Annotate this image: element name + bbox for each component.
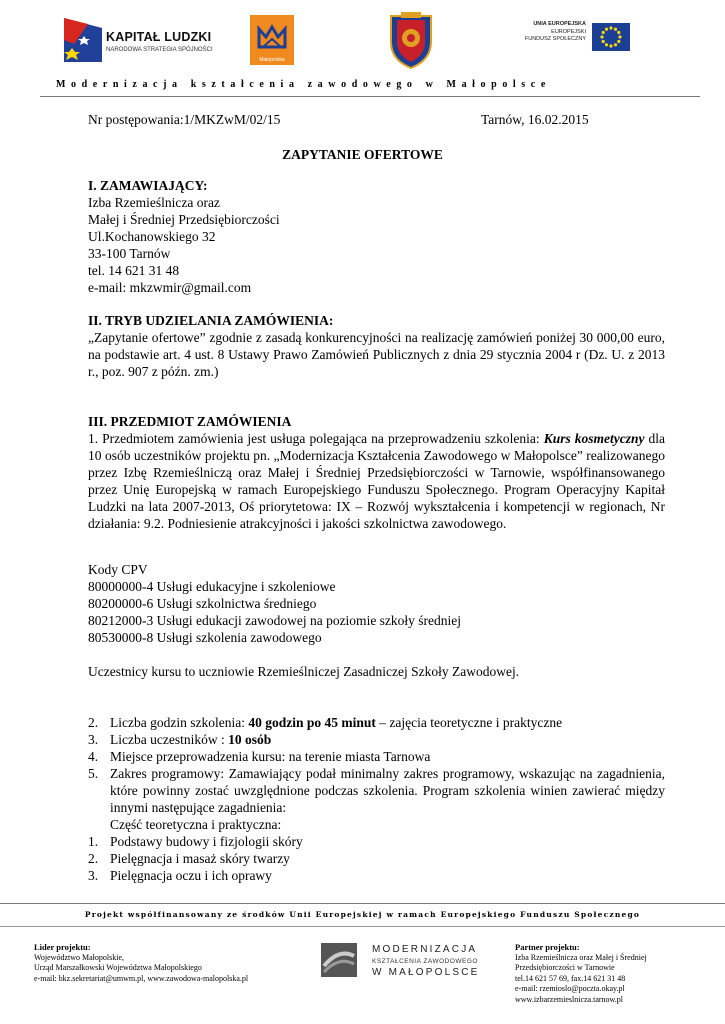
- kapital-ludzki-subtitle: NARODOWA STRATEGIA SPÓJNOŚCI: [106, 47, 213, 53]
- program-banner: Modernizacja kształcenia zawodowego w Małopolsce: [56, 79, 551, 90]
- izba-rzemieslnicza-emblem: [387, 10, 435, 70]
- footer-divider: [0, 903, 725, 904]
- document-title: ZAPYTANIE OFERTOWE: [282, 147, 443, 162]
- section-2-heading: II. TRYB UDZIELANIA ZAMÓWIENIA:: [88, 313, 334, 328]
- leader-line: e-mail: bkz.sekretariat@umwm.pl, www.zawodowa-malopolska.pl: [34, 973, 249, 983]
- topic-item: 2. Pielęgnacja i masaż skóry twarzy: [88, 851, 290, 866]
- list-item: 3. Liczba uczestników : 10 osób: [88, 732, 272, 747]
- section-ordering-party: [88, 177, 665, 296]
- orderer-line-2: Małej i Średniej Przedsiębiorczości: [88, 212, 280, 227]
- cpv-codes: [88, 561, 665, 646]
- orderer-email: e-mail: mkzwmir@gmail.com: [88, 280, 252, 295]
- partner-heading: Partner projektu:: [515, 942, 580, 952]
- project-logo: [320, 940, 500, 984]
- kapital-ludzki-flag-icon: [64, 18, 102, 62]
- project-logo-line-3: W MAŁOPOLSCE: [372, 967, 480, 978]
- list-item: 2. Liczba godzin szkolenia: 40 godzin po 45 minut – zajęcia teoretyczne i praktyczne: [88, 715, 563, 730]
- section-1-heading: I. ZAMAWIAJĄCY:: [88, 178, 208, 193]
- eu-flag-icon: [592, 23, 630, 51]
- header-divider: [40, 96, 700, 97]
- malopolska-logo: [250, 15, 294, 65]
- eu-label: UNIA EUROPEJSKA: [533, 21, 586, 27]
- course-name: Kurs kosmetyczny: [543, 431, 645, 446]
- cofinance-note: Projekt współfinansowany ze środków Unii Europejskiej w ramach Europejskiego Funduszu Społecznego: [84, 910, 641, 919]
- project-partner: [515, 942, 715, 1005]
- section-procedure: [88, 312, 665, 380]
- partner-line: Przedsiębiorczości w Tarnowie: [515, 963, 615, 972]
- efs-label-1: EUROPEJSKI: [551, 28, 586, 35]
- reference-number: Nr postępowania:1/MKZwM/02/15: [88, 112, 281, 127]
- part-label: Część teoretyczna i praktyczna:: [110, 817, 282, 832]
- section-subject: [88, 413, 665, 532]
- partner-line: www.izbarzemieslnicza.tarnow.pl: [515, 994, 624, 1004]
- list-item: 4. Miejsce przeprowadzenia kursu: na terenie miasta Tarnowa: [88, 749, 431, 764]
- leader-heading: Lider projektu:: [34, 942, 91, 952]
- orderer-line-3: Ul.Kochanowskiego 32: [88, 229, 216, 244]
- cpv-heading: Kody CPV: [88, 562, 148, 577]
- orderer-line-4: 33-100 Tarnów: [88, 246, 171, 261]
- partner-line: tel.14 621 57 69, fax.14 621 31 48: [515, 973, 626, 983]
- section-3-paragraph: [88, 430, 665, 532]
- subject-intro: 1. Przedmiotem zamówienia jest usługa polegająca na przeprowadzeniu szkolenia:: [88, 431, 544, 446]
- section-3-heading: III. PRZEDMIOT ZAMÓWIENIA: [88, 414, 292, 429]
- requirements-list: [88, 714, 665, 884]
- partner-line: Izba Rzemieślnicza oraz Małej i Średniej: [515, 952, 647, 962]
- participants-note: Uczestnicy kursu to uczniowie Rzemieślniczej Zasadniczej Szkoły Zawodowej.: [88, 664, 520, 679]
- cpv-item: 80000000-4 Usługi edukacyjne i szkoleniowe: [88, 579, 336, 594]
- list-item: 5. Zakres programowy: Zamawiający podał minimalny zakres programowy, wskazując na zagadnienia, które powinny zostać uwzględnione podczas szkolenia. Program szkolenia winien zawierać między innymi następujące zagadnienia:: [88, 766, 665, 815]
- craft-chamber-shield-icon: [387, 10, 435, 70]
- section-2-text: „Zapytanie ofertowe” zgodnie z zasadą konkurencyjności na realizację zamówień poniżej 30 000,00 euro, na podstawie art. 4 ust. 8 Ustawy Prawo Zamówień Publicznych z dnia 29 stycznia 2004 r (Dz. U. z 2013 r., poz. 907 z późn. zm.): [88, 330, 665, 379]
- orderer-phone: tel. 14 621 31 48: [88, 263, 180, 278]
- topic-item: 1. Podstawy budowy i fizjologii skóry: [88, 834, 303, 849]
- efs-label-2: FUNDUSZ SPOŁECZNY: [524, 36, 586, 42]
- kapital-ludzki-logo: [60, 16, 220, 66]
- project-logo-line-1: MODERNIZACJA: [372, 944, 478, 955]
- place-date: Tarnów, 16.02.2015: [481, 112, 589, 127]
- orderer-line-1: Izba Rzemieślnicza oraz: [88, 195, 220, 210]
- topic-item: 3. Pielęgnacja oczu i ich oprawy: [88, 868, 272, 883]
- leader-line: Urząd Marszałkowski Województwa Małopolskiego: [34, 963, 202, 972]
- subject-description: dla 10 osób uczestników projektu pn. „Modernizacja Kształcenia Zawodowego w Małopolsce” realizowanego przez Izbę Rzemieślniczą oraz Małej i Średniej Przedsiębiorczości w Tarnowie, współfinansowanego przez Unię Europejską w ramach Europejskiego Funduszu Społecznego. Program Operacyjny Kapitał Ludzki na lata 2007-2013, Oś priorytetowa: IX – Rozwój wykształcenia i kompetencji w regionach, Nr działania: 9.2. Podniesienie atrakcyjności i jakości szkolnictwa zawodowego.: [88, 431, 665, 531]
- leader-line: Województwo Małopolskie,: [34, 952, 125, 962]
- project-emblem-icon: [320, 942, 358, 978]
- project-leader: [34, 942, 294, 984]
- cpv-item: 80212000-3 Usługi edukacji zawodowej na poziomie szkoły średniej: [88, 613, 462, 628]
- project-logo-line-2: KSZTAŁCENIA ZAWODOWEGO: [372, 958, 478, 965]
- footer-divider-2: [0, 926, 725, 927]
- partner-line: e-mail: rzemioslo@poczta.okay.pl: [515, 984, 625, 993]
- hours-value: 40 godzin po 45 minut: [248, 715, 376, 730]
- malopolska-emblem-icon: [250, 17, 294, 57]
- participants-value: 10 osób: [228, 732, 272, 747]
- kapital-ludzki-title: KAPITAŁ LUDZKI: [106, 30, 212, 44]
- eu-efs-logo: [502, 21, 632, 61]
- cpv-item: 80530000-8 Usługi szkolenia zawodowego: [88, 630, 322, 645]
- malopolska-caption: Małopolska: [259, 57, 285, 63]
- cpv-item: 80200000-6 Usługi szkolnictwa średniego: [88, 596, 317, 611]
